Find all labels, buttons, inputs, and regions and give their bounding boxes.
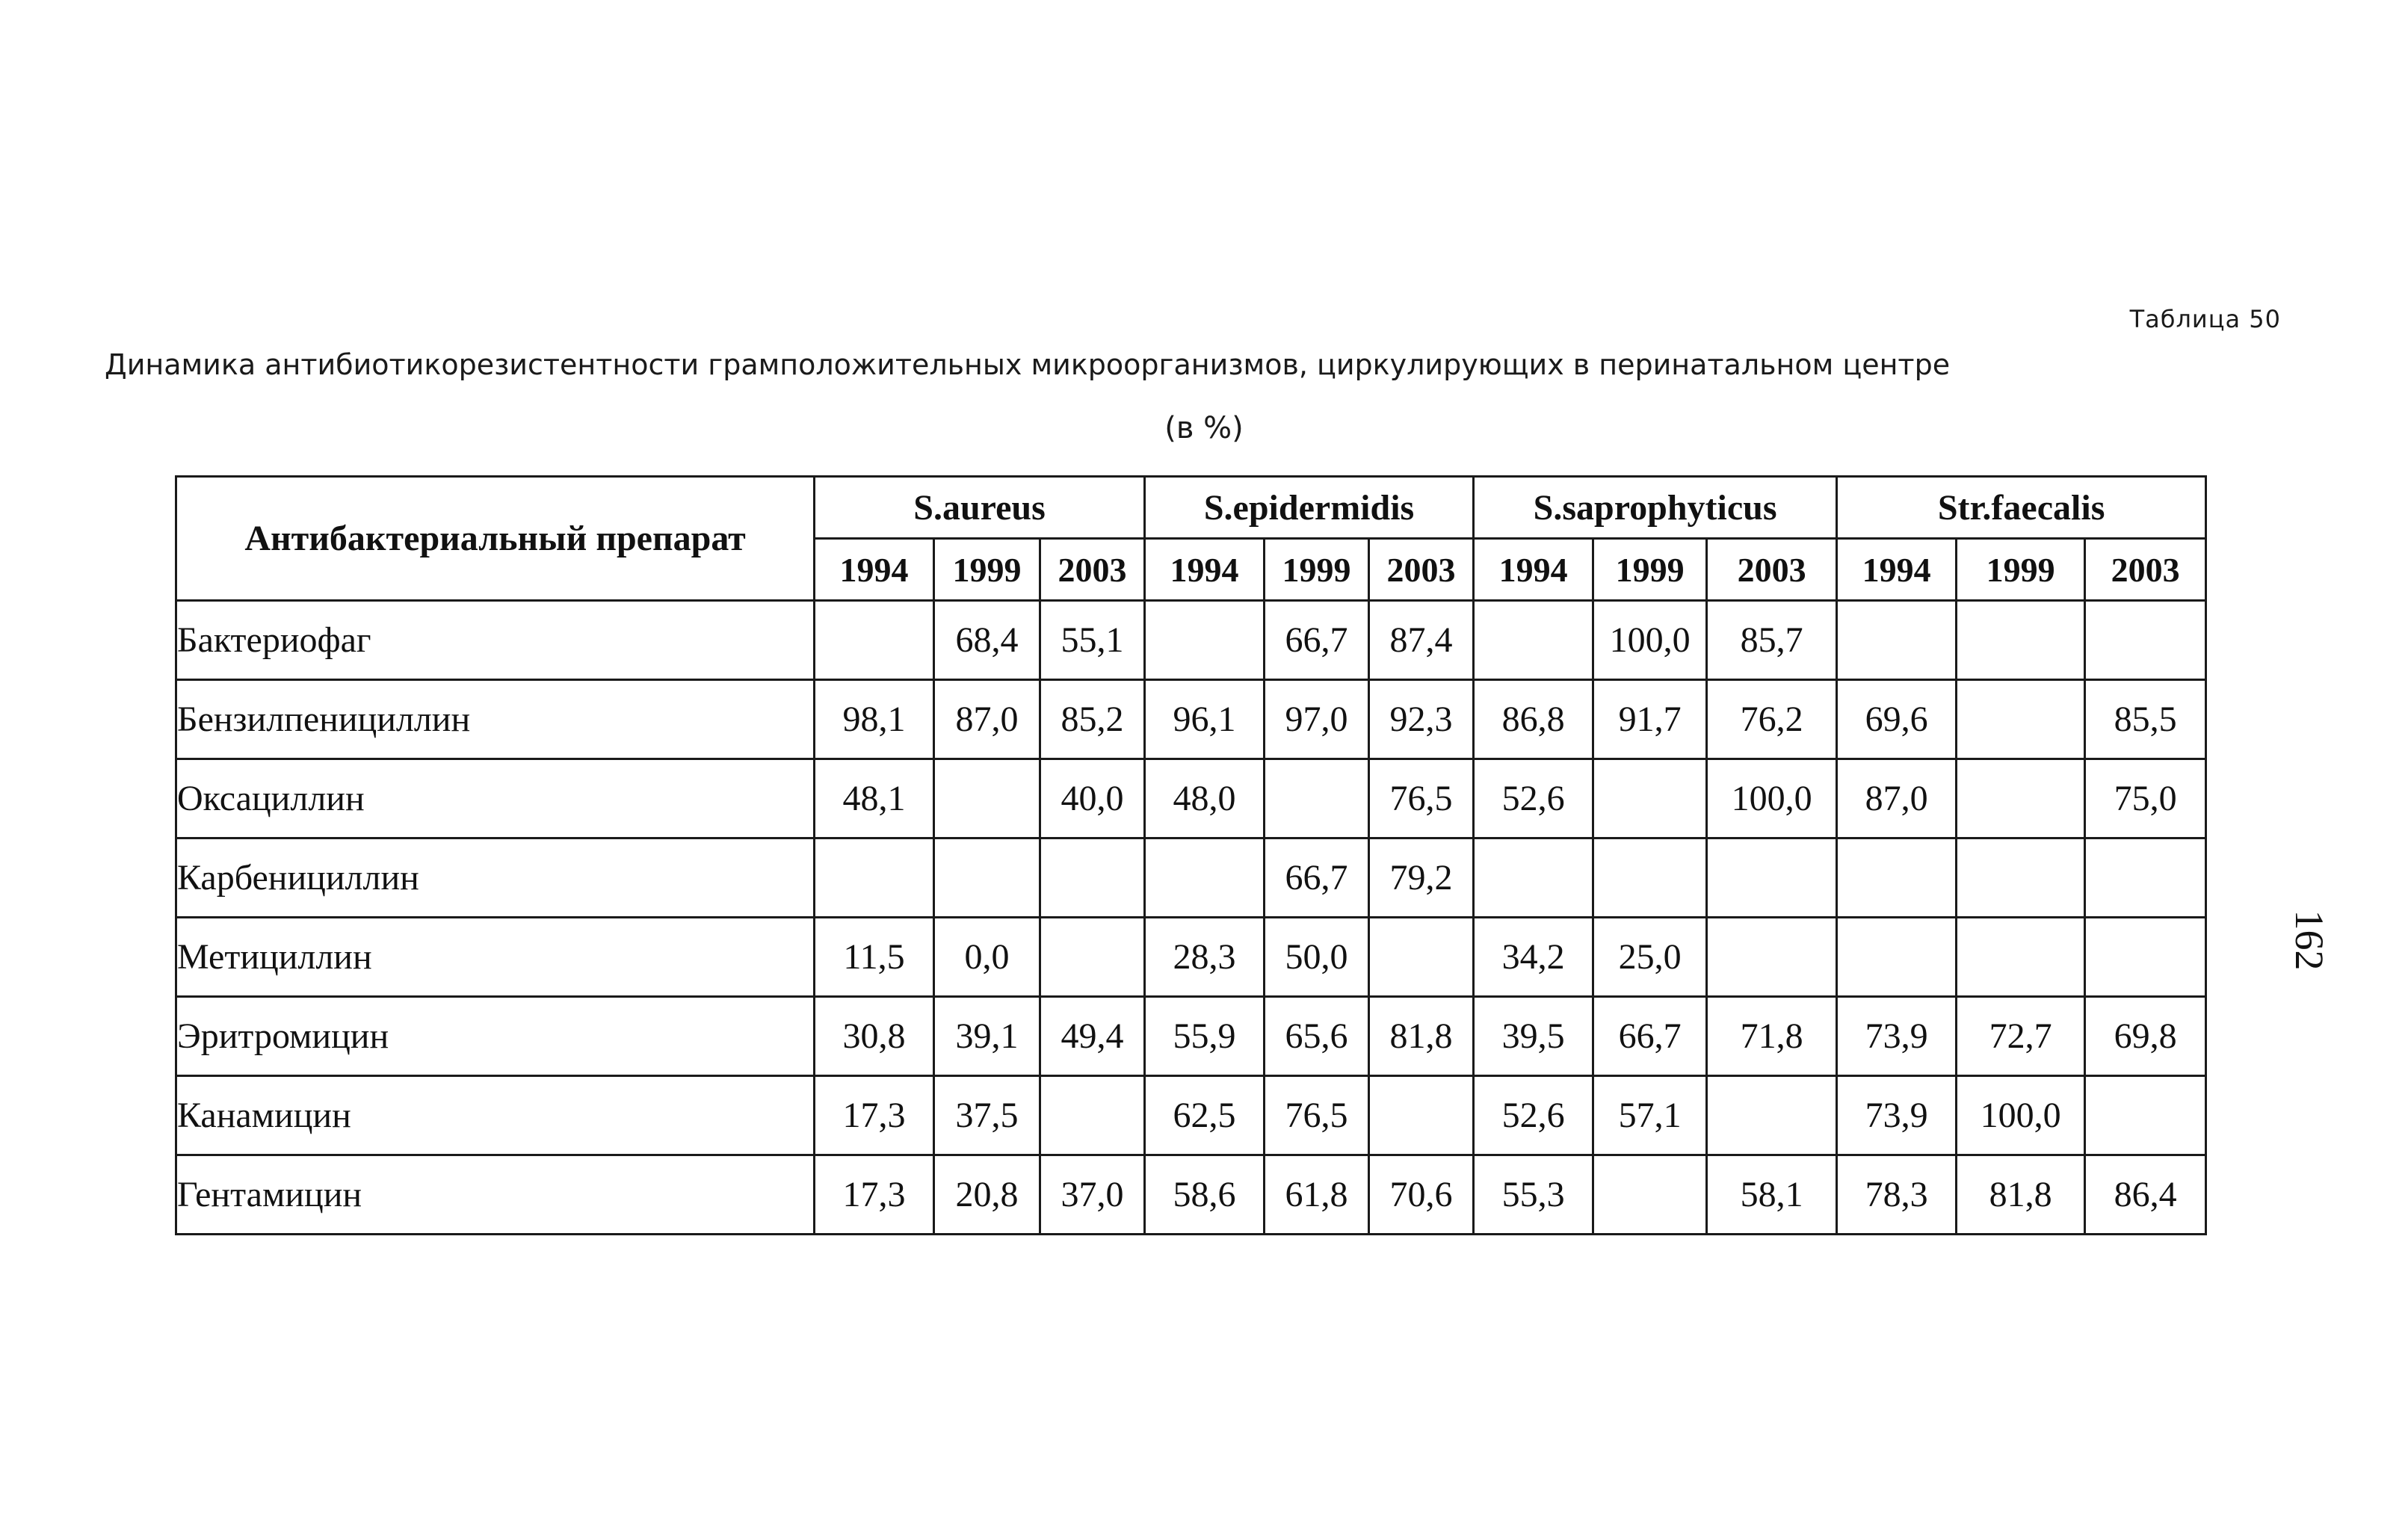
year-header: 1994 xyxy=(1474,539,1593,601)
value-cell: 98,1 xyxy=(815,680,934,759)
value-cell xyxy=(934,838,1040,918)
value-cell: 65,6 xyxy=(1265,997,1369,1076)
value-cell: 73,9 xyxy=(1837,1076,1957,1155)
value-cell xyxy=(1369,918,1474,997)
value-cell xyxy=(1040,838,1145,918)
value-cell: 39,1 xyxy=(934,997,1040,1076)
value-cell xyxy=(1474,601,1593,680)
value-cell xyxy=(1474,838,1593,918)
value-cell: 69,8 xyxy=(2085,997,2206,1076)
value-cell: 0,0 xyxy=(934,918,1040,997)
drug-name-cell: Канамицин xyxy=(176,1076,815,1155)
value-cell: 58,1 xyxy=(1707,1155,1837,1235)
value-cell: 73,9 xyxy=(1837,997,1957,1076)
table-row xyxy=(176,997,2206,1076)
value-cell: 39,5 xyxy=(1474,997,1593,1076)
value-cell: 50,0 xyxy=(1265,918,1369,997)
value-cell: 37,0 xyxy=(1040,1155,1145,1235)
value-cell: 34,2 xyxy=(1474,918,1593,997)
value-cell: 40,0 xyxy=(1040,759,1145,838)
table-caption: Динамика антибиотикорезистентности грамположительных микроорганизмов, циркулирующих в перинатальном центре xyxy=(105,348,1951,381)
value-cell: 49,4 xyxy=(1040,997,1145,1076)
value-cell: 28,3 xyxy=(1145,918,1265,997)
drug-column-header: Антибактериальный препарат xyxy=(176,477,815,601)
value-cell xyxy=(2085,601,2206,680)
value-cell: 11,5 xyxy=(815,918,934,997)
value-cell xyxy=(1707,1076,1837,1155)
value-cell xyxy=(815,601,934,680)
value-cell: 100,0 xyxy=(1957,1076,2085,1155)
value-cell xyxy=(1707,838,1837,918)
value-cell: 55,9 xyxy=(1145,997,1265,1076)
value-cell: 81,8 xyxy=(1369,997,1474,1076)
value-cell: 86,4 xyxy=(2085,1155,2206,1235)
value-cell: 48,0 xyxy=(1145,759,1265,838)
value-cell: 30,8 xyxy=(815,997,934,1076)
value-cell xyxy=(1957,918,2085,997)
value-cell: 97,0 xyxy=(1265,680,1369,759)
value-cell xyxy=(1369,1076,1474,1155)
value-cell: 69,6 xyxy=(1837,680,1957,759)
value-cell xyxy=(1957,838,2085,918)
value-cell: 17,3 xyxy=(815,1076,934,1155)
value-cell: 66,7 xyxy=(1593,997,1707,1076)
table-row xyxy=(176,759,2206,838)
table-row xyxy=(176,918,2206,997)
value-cell: 76,5 xyxy=(1369,759,1474,838)
value-cell: 100,0 xyxy=(1593,601,1707,680)
value-cell: 20,8 xyxy=(934,1155,1040,1235)
value-cell xyxy=(1707,918,1837,997)
value-cell: 37,5 xyxy=(934,1076,1040,1155)
year-header: 2003 xyxy=(2085,539,2206,601)
value-cell xyxy=(1040,918,1145,997)
value-cell xyxy=(1593,1155,1707,1235)
value-cell: 58,6 xyxy=(1145,1155,1265,1235)
value-cell xyxy=(815,838,934,918)
drug-name-cell: Эритромицин xyxy=(176,997,815,1076)
value-cell xyxy=(2085,838,2206,918)
value-cell xyxy=(1145,838,1265,918)
value-cell: 96,1 xyxy=(1145,680,1265,759)
value-cell: 70,6 xyxy=(1369,1155,1474,1235)
value-cell: 66,7 xyxy=(1265,838,1369,918)
value-cell: 85,7 xyxy=(1707,601,1837,680)
value-cell: 25,0 xyxy=(1593,918,1707,997)
organism-header: S.saprophyticus xyxy=(1474,477,1837,539)
page-number: 162 xyxy=(2287,909,2332,971)
drug-name-cell: Метициллин xyxy=(176,918,815,997)
organism-header-row xyxy=(176,477,2206,539)
value-cell xyxy=(1265,759,1369,838)
year-header: 2003 xyxy=(1707,539,1837,601)
value-cell: 71,8 xyxy=(1707,997,1837,1076)
table-row xyxy=(176,1076,2206,1155)
value-cell: 62,5 xyxy=(1145,1076,1265,1155)
value-cell xyxy=(1593,759,1707,838)
value-cell: 55,3 xyxy=(1474,1155,1593,1235)
value-cell: 87,0 xyxy=(934,680,1040,759)
drug-name-cell: Бензилпенициллин xyxy=(176,680,815,759)
year-header: 1999 xyxy=(1265,539,1369,601)
value-cell xyxy=(1957,680,2085,759)
drug-name-cell: Карбенициллин xyxy=(176,838,815,918)
value-cell: 87,0 xyxy=(1837,759,1957,838)
value-cell: 91,7 xyxy=(1593,680,1707,759)
drug-name-cell: Оксациллин xyxy=(176,759,815,838)
value-cell: 87,4 xyxy=(1369,601,1474,680)
value-cell xyxy=(934,759,1040,838)
value-cell: 52,6 xyxy=(1474,1076,1593,1155)
organism-header: S.aureus xyxy=(815,477,1145,539)
value-cell: 17,3 xyxy=(815,1155,934,1235)
value-cell: 76,5 xyxy=(1265,1076,1369,1155)
year-header: 1999 xyxy=(1593,539,1707,601)
value-cell xyxy=(1837,601,1957,680)
value-cell: 55,1 xyxy=(1040,601,1145,680)
unit-label: (в %) xyxy=(1164,411,1244,445)
value-cell xyxy=(1593,838,1707,918)
year-header: 2003 xyxy=(1369,539,1474,601)
drug-name-cell: Гентамицин xyxy=(176,1155,815,1235)
value-cell: 66,7 xyxy=(1265,601,1369,680)
value-cell: 85,2 xyxy=(1040,680,1145,759)
value-cell: 68,4 xyxy=(934,601,1040,680)
organism-header: Str.faecalis xyxy=(1837,477,2206,539)
value-cell: 86,8 xyxy=(1474,680,1593,759)
table-row xyxy=(176,601,2206,680)
organism-header: S.epidermidis xyxy=(1145,477,1474,539)
value-cell: 79,2 xyxy=(1369,838,1474,918)
value-cell xyxy=(2085,1076,2206,1155)
value-cell: 52,6 xyxy=(1474,759,1593,838)
value-cell: 75,0 xyxy=(2085,759,2206,838)
year-header: 1999 xyxy=(1957,539,2085,601)
year-header: 2003 xyxy=(1040,539,1145,601)
value-cell xyxy=(1957,601,2085,680)
value-cell: 72,7 xyxy=(1957,997,2085,1076)
table-row xyxy=(176,838,2206,918)
value-cell: 78,3 xyxy=(1837,1155,1957,1235)
value-cell xyxy=(2085,918,2206,997)
value-cell: 85,5 xyxy=(2085,680,2206,759)
year-header: 1994 xyxy=(1145,539,1265,601)
value-cell xyxy=(1145,601,1265,680)
value-cell xyxy=(1957,759,2085,838)
table-number: Таблица 50 xyxy=(2129,305,2281,333)
table-body xyxy=(176,601,2206,1235)
value-cell xyxy=(1837,918,1957,997)
resistance-table xyxy=(175,475,2207,1235)
value-cell: 48,1 xyxy=(815,759,934,838)
value-cell: 81,8 xyxy=(1957,1155,2085,1235)
table-row xyxy=(176,680,2206,759)
drug-name-cell: Бактериофаг xyxy=(176,601,815,680)
value-cell: 57,1 xyxy=(1593,1076,1707,1155)
year-header: 1999 xyxy=(934,539,1040,601)
value-cell: 61,8 xyxy=(1265,1155,1369,1235)
value-cell: 92,3 xyxy=(1369,680,1474,759)
value-cell: 100,0 xyxy=(1707,759,1837,838)
table-row xyxy=(176,1155,2206,1235)
value-cell xyxy=(1837,838,1957,918)
value-cell: 76,2 xyxy=(1707,680,1837,759)
year-header: 1994 xyxy=(1837,539,1957,601)
year-header: 1994 xyxy=(815,539,934,601)
value-cell xyxy=(1040,1076,1145,1155)
